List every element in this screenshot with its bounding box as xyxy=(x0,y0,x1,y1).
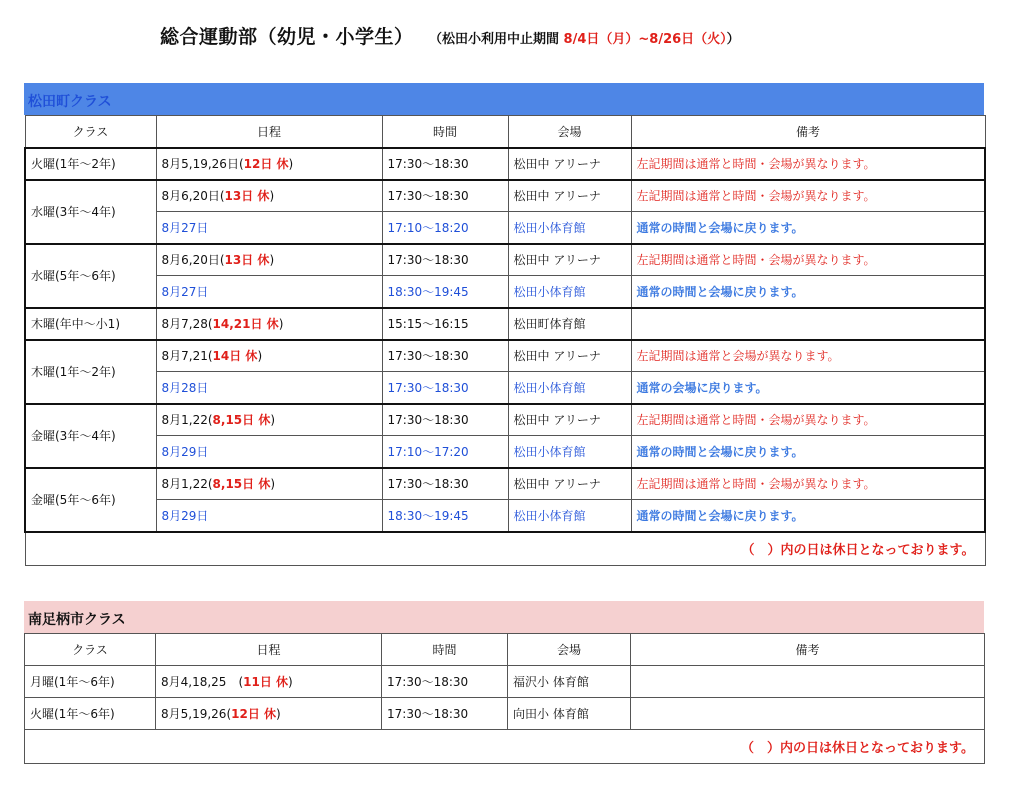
holiday-dates: 13日 休 xyxy=(224,189,270,204)
holiday-dates: 13日 休 xyxy=(224,253,270,268)
title-sub-period: 8/4日（月）~8/26日（火） xyxy=(563,32,727,47)
table-row xyxy=(25,468,985,500)
schedule-close: ) xyxy=(269,253,275,268)
schedule-cell xyxy=(156,436,382,468)
time-cell: 17:30～18:30 xyxy=(382,404,508,436)
class-cell: 水曜(5年～6年) xyxy=(25,244,156,308)
holiday-dates: 14,21日 休 xyxy=(212,317,279,331)
minamiashigara-section xyxy=(24,601,984,764)
col-header-notes: 備考 xyxy=(631,116,985,148)
table-row xyxy=(25,308,985,340)
minamiashigara-section-header: 南足柄市クラス xyxy=(24,601,984,633)
schedule-dates: 8月6,20日( xyxy=(161,189,225,204)
note-cell: 通常の時間と会場に戻ります。 xyxy=(631,276,985,308)
schedule-dates: 8月5,19,26( xyxy=(161,707,232,721)
note-cell: 左記期間は通常と時間・会場が異なります。 xyxy=(631,148,985,180)
holiday-dates: 14日 休 xyxy=(212,349,258,364)
schedule-close: ) xyxy=(276,707,281,721)
note-cell: 通常の時間と会場に戻ります。 xyxy=(631,436,985,468)
venue-cell: 福沢小 体育館 xyxy=(508,666,631,698)
schedule-dates: 8月28日 xyxy=(161,380,209,395)
matsuda-section-header: 松田町クラス xyxy=(24,83,984,115)
class-cell: 金曜(5年～6年) xyxy=(25,468,156,532)
time-cell: 18:30～19:45 xyxy=(382,500,508,532)
minamiashigara-schedule-table xyxy=(24,633,985,764)
venue-cell: 松田中 アリーナ xyxy=(508,148,631,180)
note-cell: 左記期間は通常と時間・会場が異なります。 xyxy=(631,244,985,276)
schedule-cell xyxy=(156,180,382,212)
note-cell: 左記期間は通常と時間・会場が異なります。 xyxy=(631,180,985,212)
table-row xyxy=(25,212,985,244)
col-header-schedule: 日程 xyxy=(156,116,382,148)
schedule-close: ) xyxy=(257,349,263,364)
minamiashigara-table-body xyxy=(25,634,985,730)
note-cell xyxy=(631,698,985,730)
title-main: 総合運動部（幼児・小学生） xyxy=(160,26,414,48)
matsuda-footnote: （ ）内の日は休日となっております。 xyxy=(25,532,985,566)
time-cell: 17:30～18:30 xyxy=(382,180,508,212)
schedule-close: ) xyxy=(288,157,294,171)
note-cell: 左記期間は通常と時間・会場が異なります。 xyxy=(631,404,985,436)
schedule-cell xyxy=(156,372,382,404)
time-cell: 17:10～17:20 xyxy=(382,436,508,468)
title-sub-prefix: （松田小利用中止期間 xyxy=(435,32,564,47)
matsuda-section xyxy=(24,83,984,566)
table-row xyxy=(25,372,985,404)
matsuda-table-body xyxy=(25,116,985,532)
holiday-dates: 8,15日 休 xyxy=(212,413,271,428)
class-cell: 木曜(1年～2年) xyxy=(25,340,156,404)
minamiashigara-footnote: （ ）内の日は休日となっております。 xyxy=(25,730,985,764)
time-cell: 17:10～18:20 xyxy=(382,212,508,244)
time-cell: 17:30～18:30 xyxy=(382,666,508,698)
schedule-cell xyxy=(156,404,382,436)
schedule-dates: 8月1,22( xyxy=(161,413,213,428)
col-header-venue: 会場 xyxy=(508,634,631,666)
table-row xyxy=(25,180,985,212)
note-cell xyxy=(631,666,985,698)
venue-cell: 松田中 アリーナ xyxy=(508,468,631,500)
minamiashigara-footnote-row xyxy=(25,730,985,764)
schedule-dates: 8月7,21( xyxy=(161,349,213,364)
class-cell: 火曜(1年～2年) xyxy=(25,148,156,180)
venue-cell: 松田小体育館 xyxy=(508,276,631,308)
page-title xyxy=(0,22,1009,49)
schedule-close: ) xyxy=(270,413,276,428)
note-cell: 通常の会場に戻ります。 xyxy=(631,372,985,404)
matsuda-header-row xyxy=(25,116,985,148)
venue-cell: 松田中 アリーナ xyxy=(508,404,631,436)
time-cell: 17:30～18:30 xyxy=(382,244,508,276)
time-cell: 17:30～18:30 xyxy=(382,340,508,372)
time-cell: 17:30～18:30 xyxy=(382,698,508,730)
schedule-cell xyxy=(156,500,382,532)
venue-cell: 松田小体育館 xyxy=(508,500,631,532)
note-cell: 通常の時間と会場に戻ります。 xyxy=(631,500,985,532)
schedule-dates: 8月1,22( xyxy=(161,477,213,492)
table-row xyxy=(25,666,985,698)
venue-cell: 松田小体育館 xyxy=(508,212,631,244)
schedule-dates: 8月4,18,25 ( xyxy=(161,675,244,689)
venue-cell: 松田中 アリーナ xyxy=(508,244,631,276)
time-cell: 17:30～18:30 xyxy=(382,372,508,404)
class-cell: 月曜(1年～6年) xyxy=(25,666,156,698)
schedule-cell xyxy=(156,698,382,730)
class-cell: 金曜(3年～4年) xyxy=(25,404,156,468)
table-row xyxy=(25,276,985,308)
schedule-dates: 8月7,28( xyxy=(161,317,213,331)
minamiashigara-header-row xyxy=(25,634,985,666)
schedule-close: ) xyxy=(270,477,276,492)
table-row xyxy=(25,148,985,180)
holiday-dates: 11日 休 xyxy=(243,675,289,689)
note-cell xyxy=(631,308,985,340)
venue-cell: 松田中 アリーナ xyxy=(508,340,631,372)
schedule-close: ) xyxy=(278,317,284,331)
title-sub xyxy=(436,32,740,47)
venue-cell: 松田小体育館 xyxy=(508,436,631,468)
class-cell: 木曜(年中～小1) xyxy=(25,308,156,340)
schedule-cell xyxy=(156,340,382,372)
title-sub-suffix: ） xyxy=(726,32,740,47)
schedule-dates: 8月29日 xyxy=(161,508,209,523)
schedule-close: ) xyxy=(288,675,293,689)
note-cell: 左記期間は通常と会場が異なります。 xyxy=(631,340,985,372)
table-row xyxy=(25,698,985,730)
time-cell: 17:30～18:30 xyxy=(382,468,508,500)
schedule-dates: 8月27日 xyxy=(161,284,209,299)
table-row xyxy=(25,436,985,468)
table-row xyxy=(25,500,985,532)
time-cell: 17:30～18:30 xyxy=(382,148,508,180)
col-header-time: 時間 xyxy=(382,634,508,666)
schedule-close: ) xyxy=(269,189,275,204)
schedule-cell xyxy=(156,276,382,308)
holiday-dates: 12日 休 xyxy=(243,157,289,171)
col-header-class: クラス xyxy=(25,634,156,666)
venue-cell: 松田町体育館 xyxy=(508,308,631,340)
schedule-cell xyxy=(156,666,382,698)
table-row xyxy=(25,340,985,372)
col-header-class: クラス xyxy=(25,116,156,148)
table-row xyxy=(25,244,985,276)
col-header-time: 時間 xyxy=(382,116,508,148)
class-cell: 水曜(3年～4年) xyxy=(25,180,156,244)
schedule-cell xyxy=(156,308,382,340)
schedule-cell xyxy=(156,468,382,500)
schedule-cell xyxy=(156,244,382,276)
schedule-dates: 8月6,20日( xyxy=(161,253,225,268)
col-header-notes: 備考 xyxy=(631,634,985,666)
time-cell: 18:30～19:45 xyxy=(382,276,508,308)
time-cell: 15:15～16:15 xyxy=(382,308,508,340)
col-header-venue: 会場 xyxy=(508,116,631,148)
venue-cell: 向田小 体育館 xyxy=(508,698,631,730)
table-row xyxy=(25,404,985,436)
class-cell: 火曜(1年～6年) xyxy=(25,698,156,730)
venue-cell: 松田小体育館 xyxy=(508,372,631,404)
note-cell: 通常の時間と会場に戻ります。 xyxy=(631,212,985,244)
matsuda-footnote-row xyxy=(25,532,985,566)
note-cell: 左記期間は通常と時間・会場が異なります。 xyxy=(631,468,985,500)
col-header-schedule: 日程 xyxy=(156,634,382,666)
venue-cell: 松田中 アリーナ xyxy=(508,180,631,212)
holiday-dates: 12日 休 xyxy=(231,707,277,721)
schedule-cell xyxy=(156,212,382,244)
schedule-dates: 8月27日 xyxy=(161,220,209,235)
schedule-dates: 8月29日 xyxy=(161,444,209,459)
schedule-cell xyxy=(156,148,382,180)
schedule-dates: 8月5,19,26日( xyxy=(161,157,244,171)
matsuda-schedule-table xyxy=(24,115,986,566)
holiday-dates: 8,15日 休 xyxy=(212,477,271,492)
